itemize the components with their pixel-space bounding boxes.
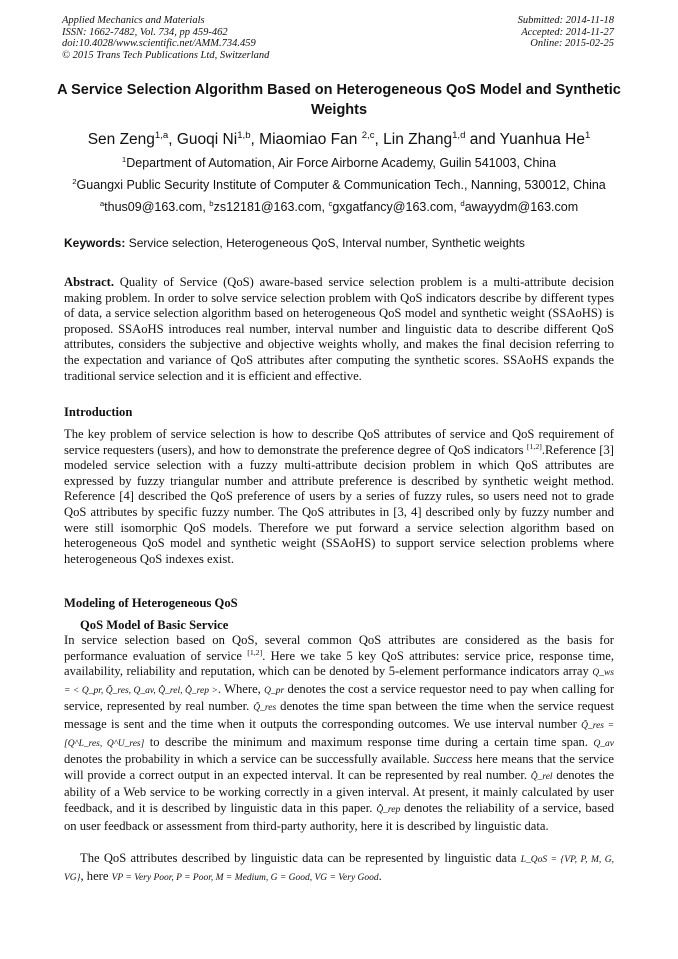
journal-header bbox=[62, 15, 269, 61]
keywords-label: Keywords: bbox=[64, 236, 126, 250]
author-name: Sen Zeng bbox=[87, 131, 155, 148]
modeling-paragraph-2: The QoS attributes described by linguistic data can be represented by linguistic data L_QoS = {VP, P, M, G, VG}, here VP = Very Poor, P = Poor, M = Medium, G = Good, VG = Very Good. bbox=[64, 851, 614, 883]
submitted-date: Submitted: 2014-11-18 bbox=[517, 15, 614, 26]
math-q-price: Q_pr bbox=[264, 685, 285, 696]
author-sup: 1,a bbox=[154, 129, 169, 141]
online-date: Online: 2015-02-25 bbox=[530, 38, 614, 49]
author-sup: 1 bbox=[584, 129, 591, 141]
affiliation-1: $^1$Department of Automation, Air Force Airborne Academy, Guilin 541003, China bbox=[121, 154, 557, 170]
affiliation-2: $^2$Guangxi Public Security Institute of Computer & Communication Tech., Nanning, 530012, China bbox=[72, 176, 606, 192]
dates-header bbox=[518, 15, 614, 50]
copyright-line: © 2015 Trans Tech Publications Ltd, Switzerland bbox=[62, 49, 270, 61]
author-sup: 2,c bbox=[361, 129, 375, 141]
keywords-text: Service selection, Heterogeneous QoS, Interval number, Synthetic weights bbox=[128, 236, 525, 250]
author-list: Sen Zeng$^{1,a}$, Guoqi Ni$^{1,b}$, Miaomiao Fan $^{2,c}$, Lin Zhang$^{1,d}$ and Yuanhua He$^1$ bbox=[87, 129, 591, 148]
emphasis-success: Success bbox=[433, 752, 473, 767]
math-q-reliability: Q̂_rel bbox=[530, 771, 553, 782]
citation: [1,2] bbox=[526, 441, 542, 451]
abstract bbox=[64, 275, 614, 384]
math-q-reputation: Q̂_rep bbox=[376, 804, 401, 815]
citation: [1,2] bbox=[247, 647, 263, 657]
author-name: Lin Zhang bbox=[383, 131, 453, 148]
math-linguistic-set: L_QoS = {VP, P, M, G, VG} bbox=[64, 855, 614, 883]
abstract-text: Quality of Service (QoS) aware-based service selection problem is a multi-attribute decision making problem. In order to solve service selection problem with QoS indicators describe by different types of data, a service selection algorithm based on heterogeneous QoS model and synthetic weight (SSAoHS) is proposed. SSAoHS introduces real number, interval number and linguistic data to describe different QoS attributes, considers the subjective and objective weights wholly, and makes the final decision referring to the expectation and variance of QoS attributes after computing the synthetic scores. SSAoHS expands the traditional service selection and it is efficient and effective. bbox=[64, 275, 614, 383]
email-link[interactable]: awayydm@163.com bbox=[464, 200, 579, 214]
author-name: Miaomiao Fan bbox=[259, 131, 358, 148]
doi-line: doi:10.4028/www.scientific.net/AMM.734.459 bbox=[62, 38, 256, 49]
keywords bbox=[64, 236, 525, 250]
math-interval: Q̃_res = [Q^L_res, Q^U_res] bbox=[64, 720, 614, 749]
introduction-paragraph: The key problem of service selection is how to describe QoS attributes of service and QoS requirement of service requesters (users), and how to demonstrate the preference degree of QoS indicators [1,2].Reference [3] modeled service selection with a fuzzy multi-attribute decision problem in which QoS attributes are expressed by fuzzy triangular number and attribute preference is described by synthetic weight method. Reference [4] described the QoS preference of users by a series of fuzzy rules, so users need not to grade QoS attributes by specific fuzzy number. The QoS attributes in [3, 4] described only by fuzzy number and were still isomorphic QoS models. Therefore we put forward a service selection algorithm based on heterogeneous QoS model and synthetic weight (SSAoHS) to support service selection problems where heterogeneous QoS indexes exist. bbox=[64, 427, 614, 566]
abstract-label: Abstract. bbox=[64, 275, 115, 289]
issn-line: ISSN: 1662-7482, Vol. 734, pp 459-462 bbox=[62, 26, 228, 38]
subsection-heading: QoS Model of Basic Service bbox=[80, 618, 229, 632]
section-heading-introduction: Introduction bbox=[64, 405, 133, 419]
math-qos-array: Q_ws = < Q_pr, Q̃_res, Q_av, Q̂_rel, Q̂_rep > bbox=[64, 668, 614, 696]
modeling-paragraph-1: In service selection based on QoS, several common QoS attributes are considered as the basis for performance evaluation of service [1,2]. Here we take 5 key QoS attributes: service price, response time, availability, reliability and reputation, which can be denoted by 5-element performance indicators array Q_ws = < Q_pr, Q̃_res, Q_av, Q̂_rel, Q̂_rep >. Where, Q_pr denotes the cost a service requestor need to pay when calling for service, represented by real number. Q̃_res denotes the time span between the time when the service request message is sent and the time when it outputs the corresponding outcomes. We use interval number Q̃_res = [Q^L_res, Q^U_res] to describe the minimum and maximum response time during a certain time span. Q_av denotes the probability in which a service can be successfully available. Success here means that the service will provide a correct output in an expected interval. It can be represented by real number. Q̂_rel denotes the ability of a Web service to be working correctly in a given interval. At present, it mainly calculated by user feedback, and it is described by linguistic data in this paper. Q̂_rep denotes the reliability of a service, based on user feedback or assessment from third-party authority, here it is described by linguistic data. bbox=[64, 633, 615, 833]
email-link[interactable]: gxgatfancy@163.com, bbox=[332, 200, 457, 214]
math-q-response: Q̃_res bbox=[253, 703, 277, 714]
accepted-date: Accepted: 2014-11-27 bbox=[521, 26, 614, 38]
journal-name: Applied Mechanics and Materials bbox=[62, 15, 205, 26]
email-link[interactable]: thus09@163.com, bbox=[104, 200, 206, 214]
author-sup: 1,b bbox=[237, 129, 251, 141]
section-heading-modeling: Modeling of Heterogeneous QoS bbox=[64, 596, 238, 610]
author-name: Yuanhua He bbox=[499, 131, 585, 148]
email-list: $^a$thus09@163.com, $^b$zs12181@163.com, $^c$gxgatfancy@163.com, $^d$awayydm@163.com bbox=[99, 198, 579, 214]
math-linguistic-defs: VP = Very Poor, P = Poor, M = Medium, G = Good, VG = Very Good bbox=[111, 872, 379, 883]
paper-title: A Service Selection Algorithm Based on Heterogeneous QoS Model and Synthetic Weights bbox=[57, 82, 621, 118]
math-q-availability: Q_av bbox=[593, 738, 615, 749]
email-link[interactable]: zs12181@163.com, bbox=[213, 200, 325, 214]
author-sup: 1,d bbox=[452, 129, 466, 141]
author-name: Guoqi Ni bbox=[176, 131, 238, 148]
